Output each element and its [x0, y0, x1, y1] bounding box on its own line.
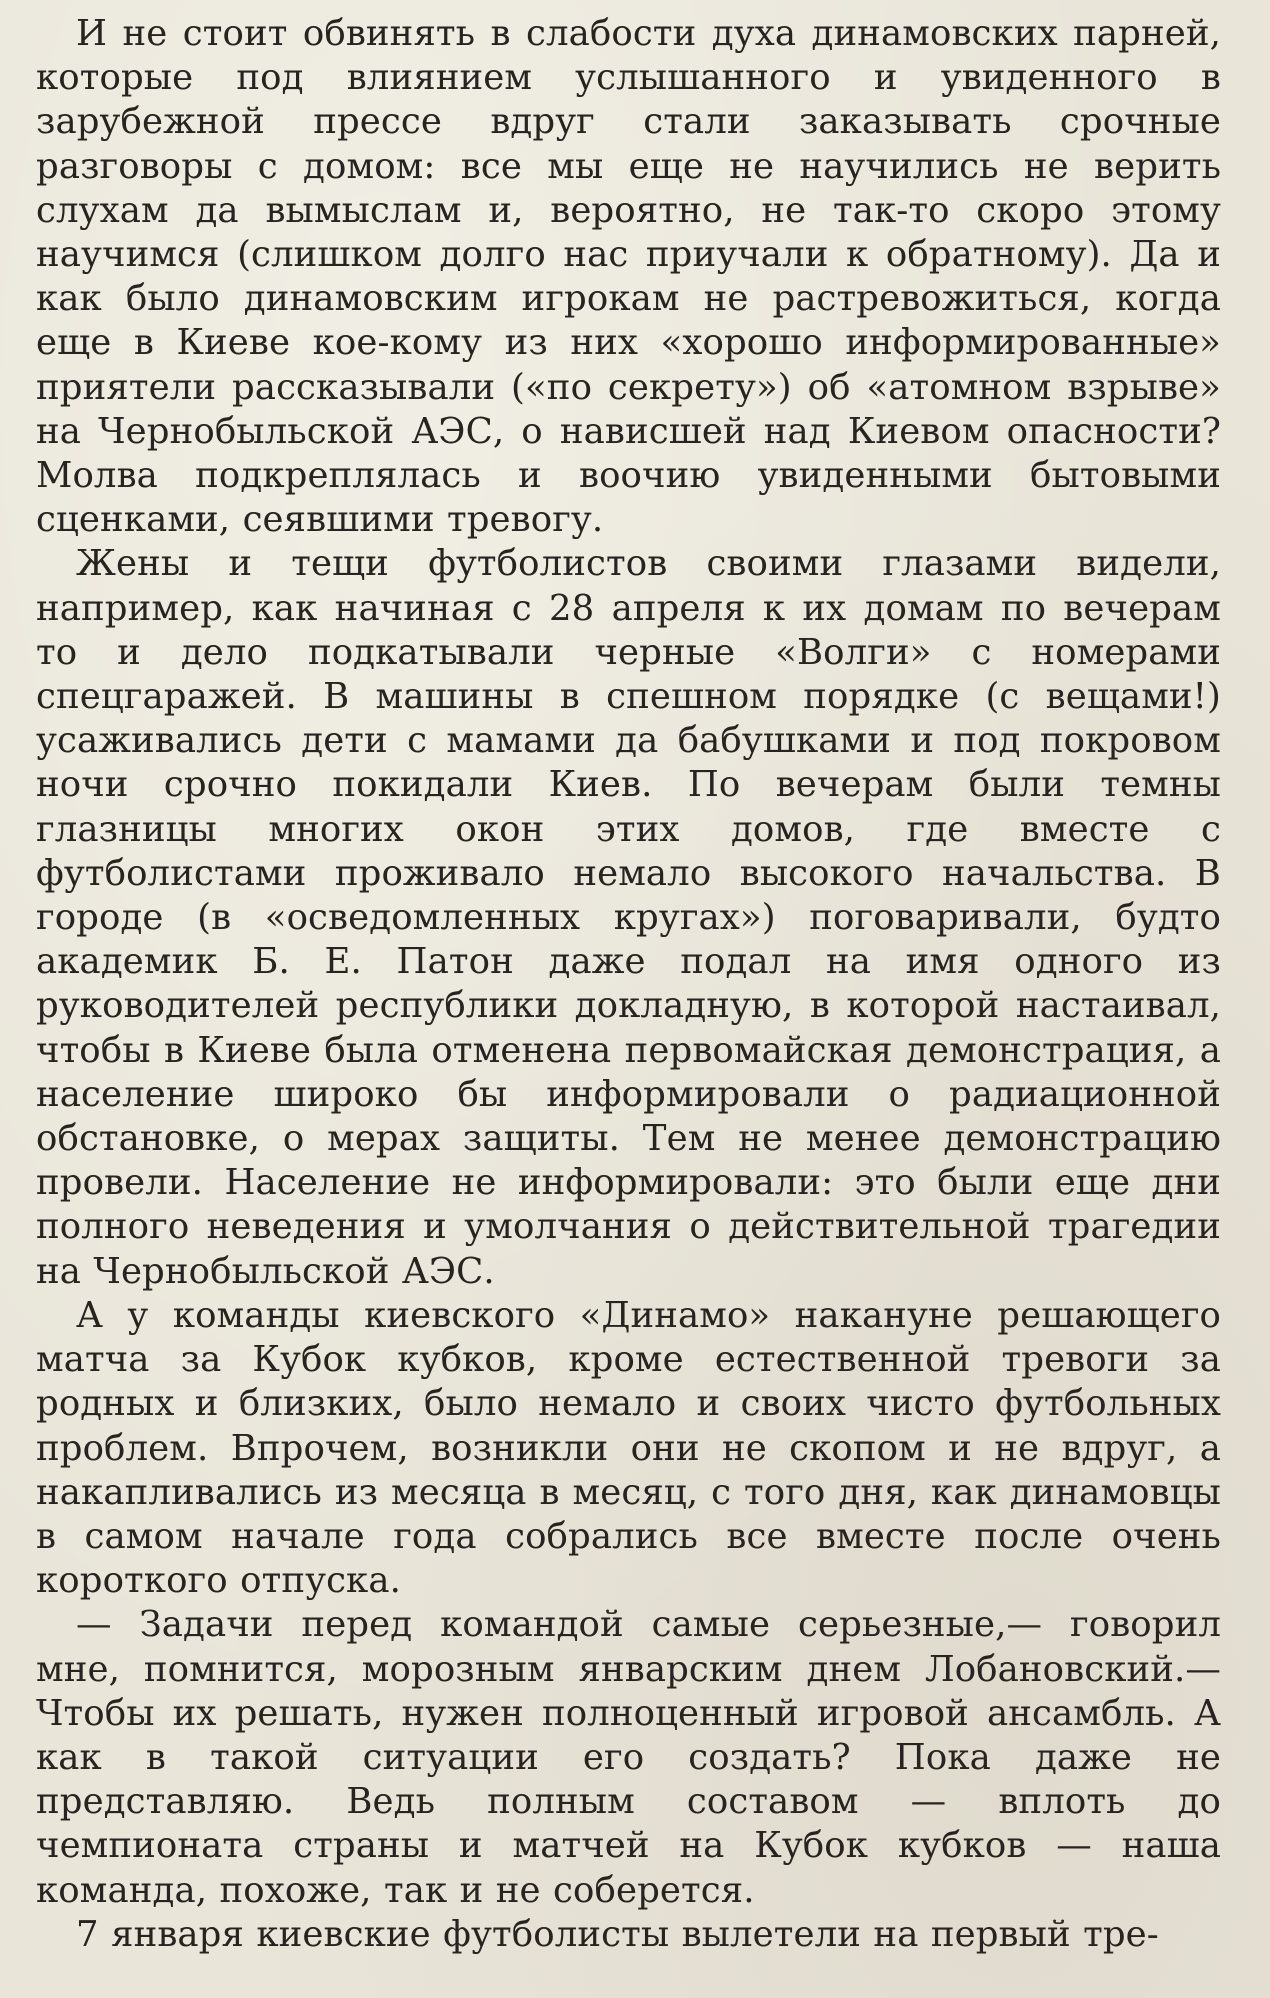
paragraph-1: И не стоит обвинять в слабости духа динамовских парней, которые под влиянием услышанного и увиденного в зарубежной прессе вдруг стали заказывать срочные разговоры с домом: все мы еще не научились не верить слухам да вымыслам и, вероятно, не так-то скоро этому научимся (слишком долго нас приучали к обратному). Да и как было динамовским игрокам не растревожиться, когда еще в Киеве кое-кому из них «хорошо информированные» приятели рассказывали («по секрету») об «атомном взрыве» на Чернобыльской АЭС, о нависшей над Киевом опасности? Молва подкреплялась и воочию увиденными бытовыми сценками, сеявшими тревогу.	[36, 13, 1221, 541]
paragraph-2: Жены и тещи футболистов своими глазами видели, например, как начиная с 28 апреля к их домам по вечерам то и дело подкатывали черные «Волги» с номерами спецгаражей. В машины в спешном порядке (с вещами!) усаживались дети с мамами да бабушками и под покровом ночи срочно покидали Киев. По вечерам были темны глазницы многих окон этих домов, где вместе с футболистами проживало немало высокого начальства. В городе (в «осведомленных кругах») поговаривали, будто академик Б. Е. Патон даже подал на имя одного из руководителей республики докладную, в которой настаивал, чтобы в Киеве была отменена первомайская демонстрация, а население широко бы информировали о радиационной обстановке, о мерах защиты. Тем не менее демонстрацию провели. Население не информировали: это были еще дни полного неведения и умолчания о действительной трагедии на Чернобыльской АЭС.	[36, 543, 1221, 1292]
paragraph-4: — Задачи перед командой самые серьезные,— говорил мне, помнится, морозным январским днем Лобановский.— Чтобы их решать, нужен полноценный игровой ансамбль. А как в такой ситуации его создать? Пока даже не представляю. Ведь полным составом — вплоть до чемпионата страны и матчей на Кубок кубков — наша команда, похоже, так и не соберется.	[36, 1604, 1221, 1911]
paragraph-5: 7 января киевские футболисты вылетели на первый тре-	[76, 1913, 1159, 1955]
page-text	[36, 12, 1221, 1957]
paragraph-3: А у команды киевского «Динамо» накануне решающего матча за Кубок кубков, кроме естественной тревоги за родных и близких, было немало и своих чисто футбольных проблем. Впрочем, возникли они не скопом и не вдруг, а накапливались из месяца в месяц, с того дня, как динамовцы в самом начале года собрались все вместе после очень короткого отпуска.	[36, 1294, 1221, 1602]
